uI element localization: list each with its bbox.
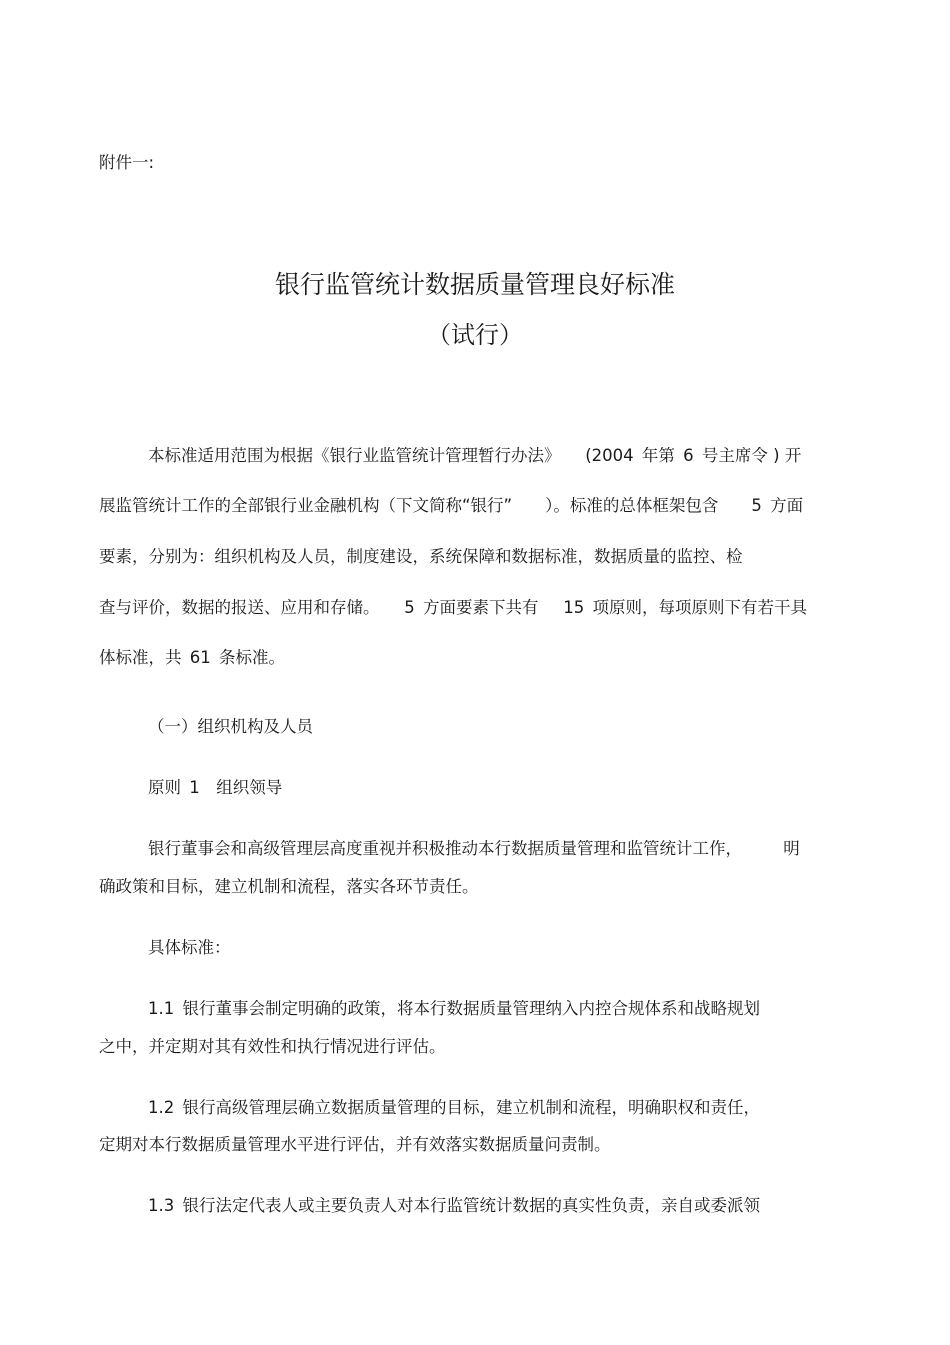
standard-line: 1.3 银行法定代表人或主要负责人对本行监管统计数据的真实性负责，亲自或委派领 [148, 1196, 760, 1215]
section-heading: （一）组织机构及人员 [148, 717, 313, 736]
standard-line: 1.2 银行高级管理层确立数据质量管理的目标，建立机制和流程，明确职权和责任， [148, 1098, 760, 1117]
document-title: 银行监管统计数据质量管理良好标准 [274, 270, 675, 299]
document-subtitle: （试行） [427, 321, 523, 349]
principle-heading: 原则 1 组织领导 [148, 778, 283, 797]
standard-line: 之中，并定期对其有效性和执行情况进行评估。 [99, 1037, 446, 1056]
intro-line: 要素，分别为：组织机构及人员，制度建设，系统保障和数据标准，数据质量的监控、检 [99, 547, 743, 566]
standard-line: 定期对本行数据质量管理水平进行评估，并有效落实数据质量问责制。 [99, 1135, 611, 1154]
principle-line: 银行董事会和高级管理层高度重视并积极推动本行数据质量管理和监管统计工作， 明 [148, 839, 800, 858]
standard-line: 1.1 银行董事会制定明确的政策，将本行数据质量管理纳入内控合规体系和战略规划 [148, 999, 760, 1018]
intro-line: 本标准适用范围为根据《银行业监管统计管理暂行办法》 (2004 年第 6 号主席令 ) 开 [148, 446, 802, 465]
standards-label: 具体标准： [148, 938, 231, 957]
intro-line: 查与评价，数据的报送、应用和存储。 5 方面要素下共有 15 项原则，每项原则下有若干具 [99, 598, 807, 617]
attachment-label: 附件一: [99, 153, 155, 172]
intro-line: 体标准，共 61 条标准。 [99, 648, 285, 667]
intro-line: 展监管统计工作的全部银行业金融机构（下文简称“银行” ）。标准的总体框架包含 5 方面 [99, 496, 804, 515]
principle-line: 确政策和目标，建立机制和流程，落实各环节责任。 [99, 877, 479, 896]
